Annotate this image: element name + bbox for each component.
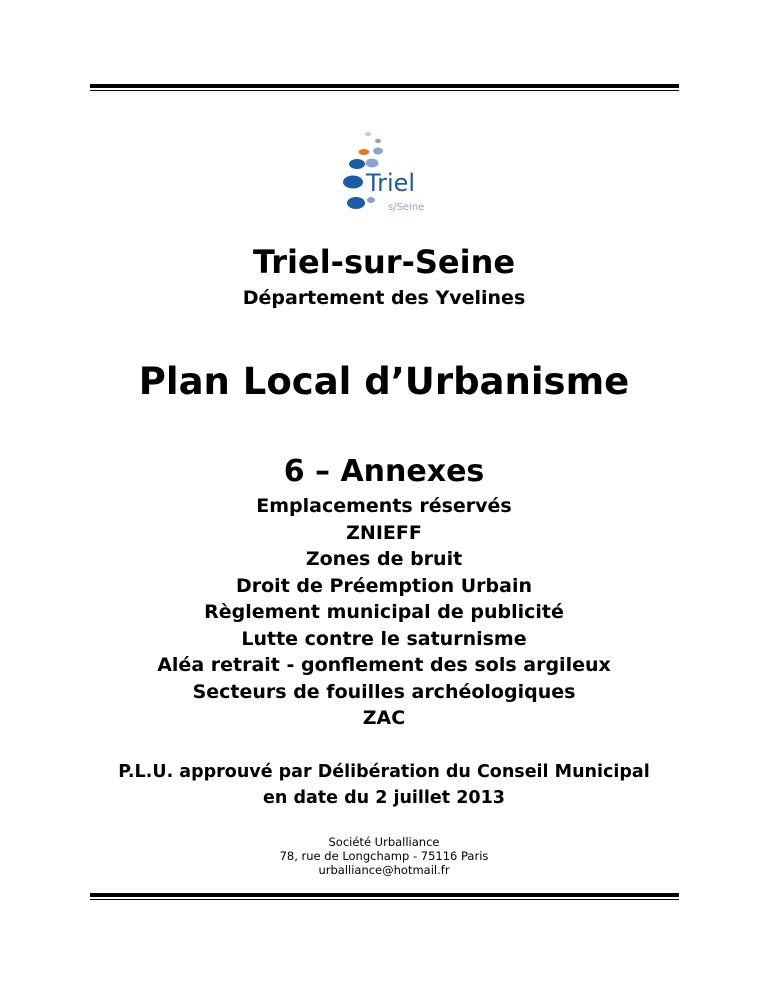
annex-item: Aléa retrait - gonflement des sols argileux xyxy=(157,654,611,676)
approval-line-1: P.L.U. approuvé par Délibération du Conseil Municipal xyxy=(118,762,650,782)
approval-statement xyxy=(0,759,768,811)
company-info xyxy=(0,835,768,877)
annex-item: Emplacements réservés xyxy=(256,495,512,517)
logo-dot xyxy=(347,197,365,209)
top-double-rule xyxy=(90,84,679,91)
company-address: 78, rue de Longchamp - 75116 Paris xyxy=(279,849,489,863)
annex-list xyxy=(0,493,768,732)
approval-line-2: en date du 2 juillet 2013 xyxy=(263,788,505,808)
triel-logo xyxy=(334,128,438,214)
logo-dot xyxy=(373,148,383,155)
annex-item: Règlement municipal de publicité xyxy=(204,601,564,623)
logo-dot xyxy=(367,197,375,203)
annex-item: Zones de bruit xyxy=(305,548,463,570)
company-name: Société Urballiance xyxy=(328,835,440,849)
logo-wordmark: Triel xyxy=(366,169,416,197)
annex-item: Secteurs de fouilles archéologiques xyxy=(192,680,576,703)
logo-dot xyxy=(349,159,365,169)
annex-item: ZNIEFF xyxy=(346,521,422,544)
logo-dot xyxy=(359,149,370,155)
logo-dot xyxy=(365,132,372,136)
department-subtitle: Département des Yvelines xyxy=(242,287,526,309)
logo-suffix: s/Seine xyxy=(388,202,425,213)
logo-dot xyxy=(375,139,381,143)
annex-item: Droit de Préemption Urbain xyxy=(235,574,533,597)
section-title: 6 – Annexes xyxy=(283,454,485,489)
company-email: urballiance@hotmail.fr xyxy=(318,863,450,877)
document-title: Plan Local d’Urbanisme xyxy=(138,360,630,403)
annex-item: ZAC xyxy=(362,707,406,729)
logo-dot xyxy=(343,176,363,189)
logo-dot xyxy=(366,159,379,168)
annex-item: Lutte contre le saturnisme xyxy=(241,627,527,650)
bottom-double-rule xyxy=(90,893,679,900)
commune-title: Triel-sur-Seine xyxy=(252,243,516,281)
